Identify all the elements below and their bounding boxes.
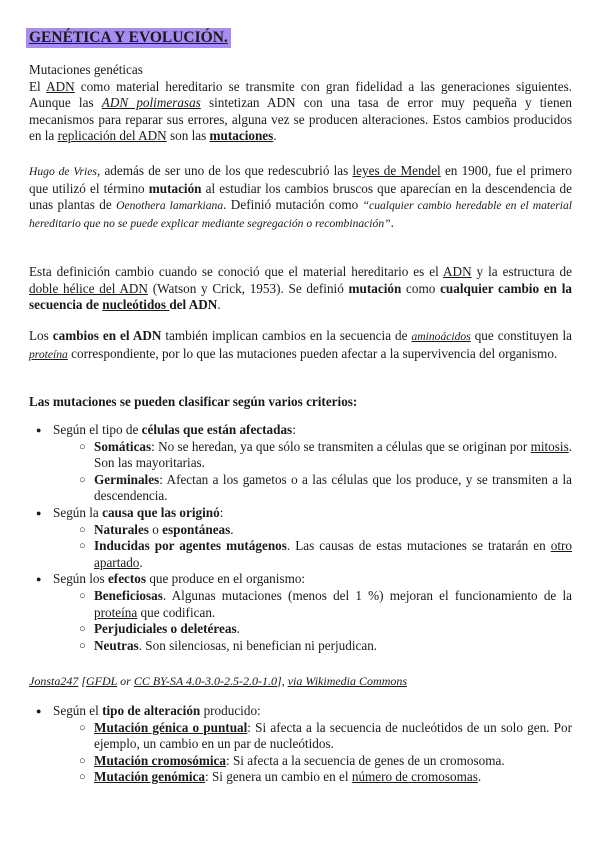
- link-aminoacidos[interactable]: aminoácidos: [411, 330, 471, 343]
- link-doble-helice[interactable]: doble hélice del ADN: [29, 280, 148, 296]
- image-caption: Jonsta247 [GFDL or CC BY-SA 4.0-3.0-2.5-2.0-1.0], via Wikimedia Commons: [29, 674, 408, 688]
- link-replicacion[interactable]: replicación del ADN: [57, 128, 167, 144]
- paragraph-4: Los cambios en el ADN también implican cambios en la secuencia de aminoácidos que constituyen la proteína correspondiente, por lo que las mutaciones pueden afectar a la supervivencia del organismo.: [29, 328, 573, 361]
- section-subtitle: Mutaciones genéticas: [29, 62, 143, 77]
- link-numero-cromosomas[interactable]: número de cromosomas: [351, 769, 478, 785]
- list-item-perjudiciales: ○ Perjudiciales o deletéreas.: [53, 621, 572, 638]
- list-item-somaticas: ○ Somáticas: No se heredan, ya que sólo se transmiten a células que se originan por mitosis. Son las mayoritarias.: [53, 439, 572, 472]
- section-intro: [29, 62, 572, 145]
- classification-heading: Las mutaciones se pueden clasificar según varios criterios:: [29, 394, 358, 409]
- link-adn-2[interactable]: ADN: [443, 264, 472, 279]
- list-item-celulas: ● Según el tipo de células que están afectadas: ○ Somáticas: No se heredan, ya que sólo se transmiten a células que se originan por mitosis. Son las mayoritarias. ○ Germinales: Afectan a los gametos o a las células que los produce, y se transmiten a la descendencia.: [29, 422, 572, 505]
- link-proteina-2[interactable]: proteína: [94, 604, 138, 620]
- link-proteina[interactable]: proteína: [29, 347, 68, 361]
- paragraph-3: Esta definición cambio cuando se conoció que el material hereditario es el ADN y la estructura de doble hélice del ADN (Watson y Crick, 1953). Se definió mutación como cualquier cambio en la secuencia de nucleótidos del ADN.: [29, 264, 572, 313]
- link-cc-license[interactable]: CC BY-SA 4.0-3.0-2.5-2.0-1.0: [133, 674, 278, 688]
- list-item-genica: ○ Mutación génica o puntual: Si afecta a la secuencia de nucleótidos de un solo gen. Por ejemplo, un cambio en un par de nucleótidos.: [53, 720, 572, 753]
- link-otro-apartado[interactable]: otro apartado: [94, 538, 572, 570]
- link-adn-polimerasas[interactable]: ADN polimerasas: [101, 95, 201, 111]
- page-title: GENÉTICA Y EVOLUCIÓN.: [26, 28, 231, 48]
- link-author[interactable]: Jonsta247: [29, 674, 79, 688]
- classification-list: [29, 422, 572, 654]
- list-item-germinales: ○ Germinales: Afectan a los gametos o a las células que los produce, y se transmiten a la descendencia.: [53, 472, 572, 505]
- link-mutacion-genomica[interactable]: Mutación genómica: [94, 769, 205, 785]
- list-item-alteracion: ● Según el tipo de alteración producido: ○ Mutación génica o puntual: Si afecta a la secuencia de nucleótidos de un solo gen. Por ejemplo, un cambio en un par de nucleótidos. ○ Mutación cromosómica: Si afecta a la secuencia de genes de un cromosoma. ○ Mutación genómica: Si genera un cambio en el número de cromosomas.: [29, 703, 572, 786]
- list-item-efectos: ● Según los efectos que produce en el organismo: ○ Beneficiosas. Algunas mutaciones (menos del 1 %) mejoran el funcionamiento de la proteína que codifican. ○ Perjudiciales o deletéreas. ○ Neutras. Son silenciosas, ni benefician ni perjudican.: [29, 571, 572, 654]
- paragraph-1: El ADN como material hereditario se transmite con gran fidelidad a las generaciones siguientes. Aunque las ADN polimerasas sintetizan ADN con una tasa de error muy pequeña y tienen mecanismos para reparar sus errores, alguna vez se producen alteraciones. Estos cambios producidos en la replicación del ADN son las mutaciones.: [29, 78, 572, 144]
- link-adn[interactable]: ADN: [46, 78, 75, 94]
- list-item-beneficiosas: ○ Beneficiosas. Algunas mutaciones (menos del 1 %) mejoran el funcionamiento de la proteína que codifican.: [53, 588, 572, 621]
- list-item-causa: ● Según la causa que las originó: ○ Naturales o espontáneas. ○ Inducidas por agentes mutágenos. Las causas de estas mutaciones se tratarán en otro apartado.: [29, 505, 572, 571]
- alteration-list: [29, 703, 572, 786]
- link-leyes-mendel[interactable]: leyes de Mendel: [352, 163, 441, 178]
- link-mutacion-genica[interactable]: Mutación génica o puntual: [94, 719, 248, 735]
- list-item-cromosomica: ○ Mutación cromosómica: Si afecta a la secuencia de genes de un cromosoma.: [53, 753, 572, 770]
- link-mutaciones[interactable]: mutaciones: [209, 128, 274, 144]
- link-mitosis[interactable]: mitosis: [530, 438, 569, 454]
- list-item-neutras: ○ Neutras. Son silenciosas, ni benefician ni perjudican.: [53, 638, 572, 655]
- link-nucleotidos[interactable]: nucleótidos: [102, 297, 170, 313]
- list-item-genomica: ○ Mutación genómica: Si genera un cambio en el número de cromosomas.: [53, 769, 572, 786]
- link-wikimedia[interactable]: via Wikimedia Commons: [287, 674, 408, 688]
- list-item-naturales: ○ Naturales o espontáneas.: [53, 522, 572, 539]
- list-item-inducidas: ○ Inducidas por agentes mutágenos. Las causas de estas mutaciones se tratarán en otro apartado.: [53, 538, 572, 571]
- paragraph-2: Hugo de Vries, además de ser uno de los que redescubrió las leyes de Mendel en 1900, fue el primero que utilizó el término mutación al estudiar los cambios bruscos que aparecían en la descendencia de unas plantas de Oenothera lamarkiana. Definió mutación como “cualquier cambio heredable en el material hereditario que no se puede explicar mediante segregación o recombinación”.: [29, 163, 573, 230]
- link-gfdl[interactable]: GFDL: [86, 674, 118, 688]
- link-mutacion-cromosomica[interactable]: Mutación cromosómica: [94, 752, 226, 768]
